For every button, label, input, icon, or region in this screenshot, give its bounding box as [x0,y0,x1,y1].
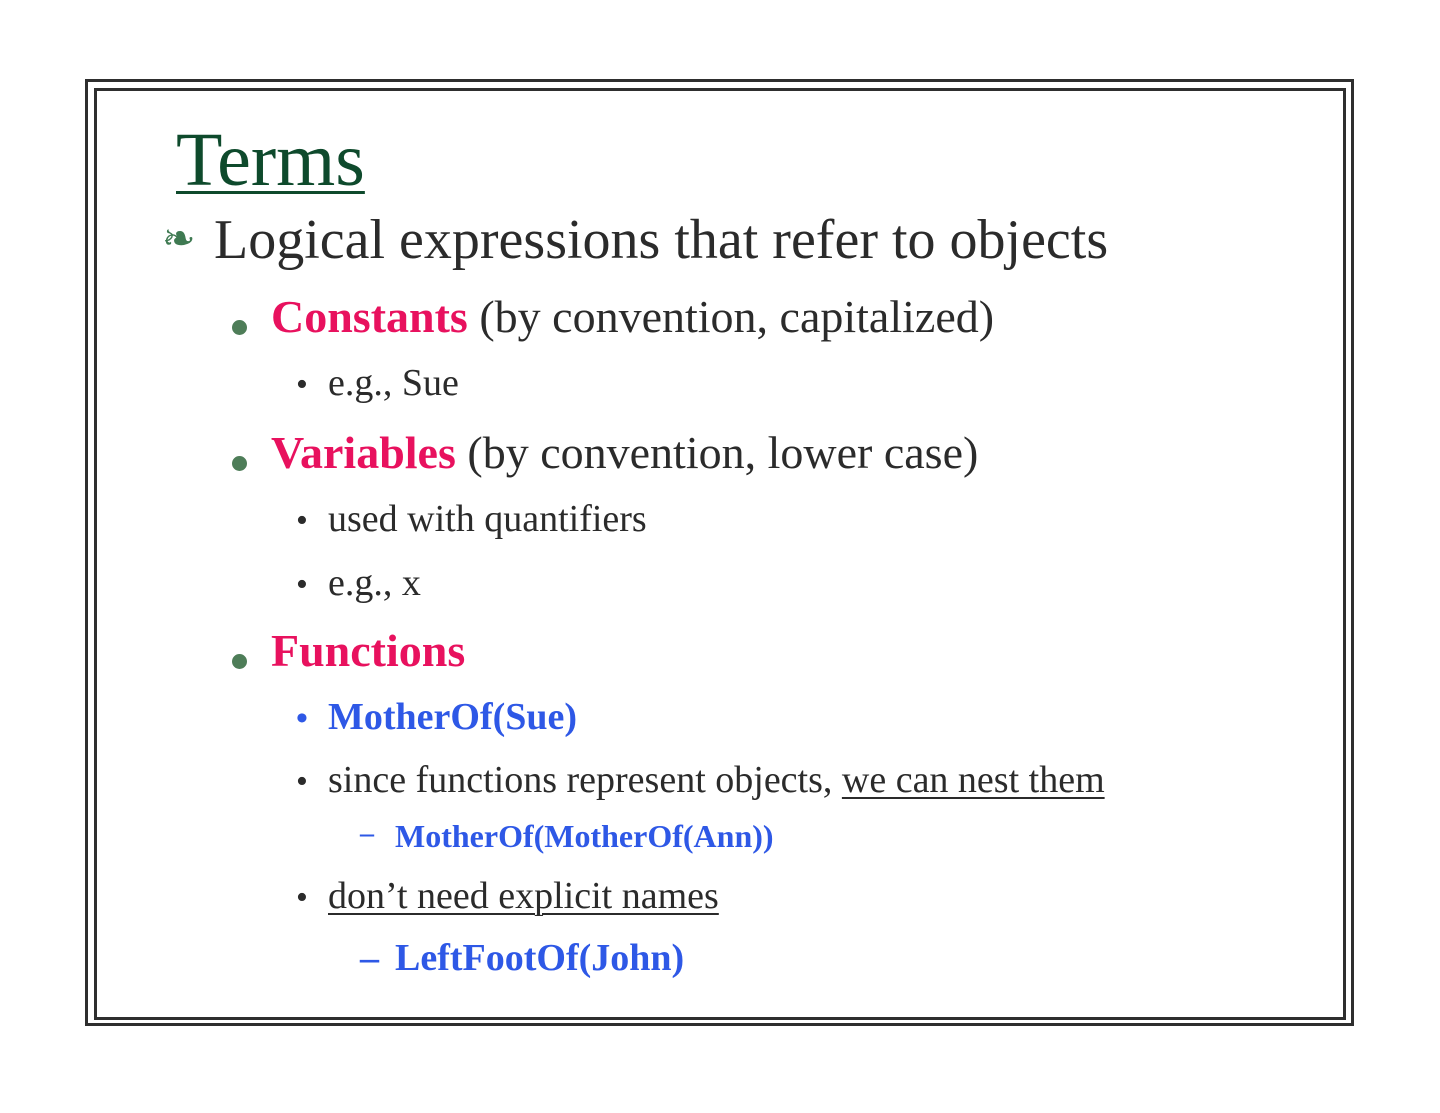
variables-term: Variables [271,427,456,478]
variables-line [271,428,978,479]
constants-desc: (by convention, capitalized) [467,291,995,342]
small-bullet-icon: • [296,763,308,800]
bullet-dot-icon [232,320,247,335]
small-bullet-icon: • [296,566,308,603]
fleuron-bullet-icon: ❧ [162,216,196,261]
names-example: LeftFootOf(John) [395,937,685,979]
variables-note: used with quantifiers [328,498,647,540]
functions-term: Functions [271,625,466,676]
variables-example: e.g., x [328,562,421,604]
constants-term: Constants [271,291,468,342]
nesting-line [328,760,1105,802]
functions-example: MotherOf(Sue) [328,696,578,738]
main-bullet-text: Logical expressions that refer to objects [214,209,1109,271]
dash-bullet-icon: – [360,818,374,849]
small-bullet-icon: • [296,700,308,737]
nesting-lead: since functions represent objects, [328,759,842,801]
small-bullet-icon: • [296,502,308,539]
dash-bullet-icon: – [360,937,379,979]
variables-desc: (by convention, lower case) [455,427,979,478]
bullet-dot-icon [232,654,247,669]
slide-title: Terms [176,118,365,202]
small-bullet-icon: • [296,879,308,916]
constants-example: e.g., Sue [328,362,459,404]
constants-line [271,292,994,343]
nesting-example: MotherOf(MotherOf(Ann)) [395,818,774,854]
names-text: don’t need explicit names [328,875,719,917]
small-bullet-icon: • [296,366,308,403]
nesting-underlined: we can nest them [841,759,1105,801]
bullet-dot-icon [232,456,247,471]
